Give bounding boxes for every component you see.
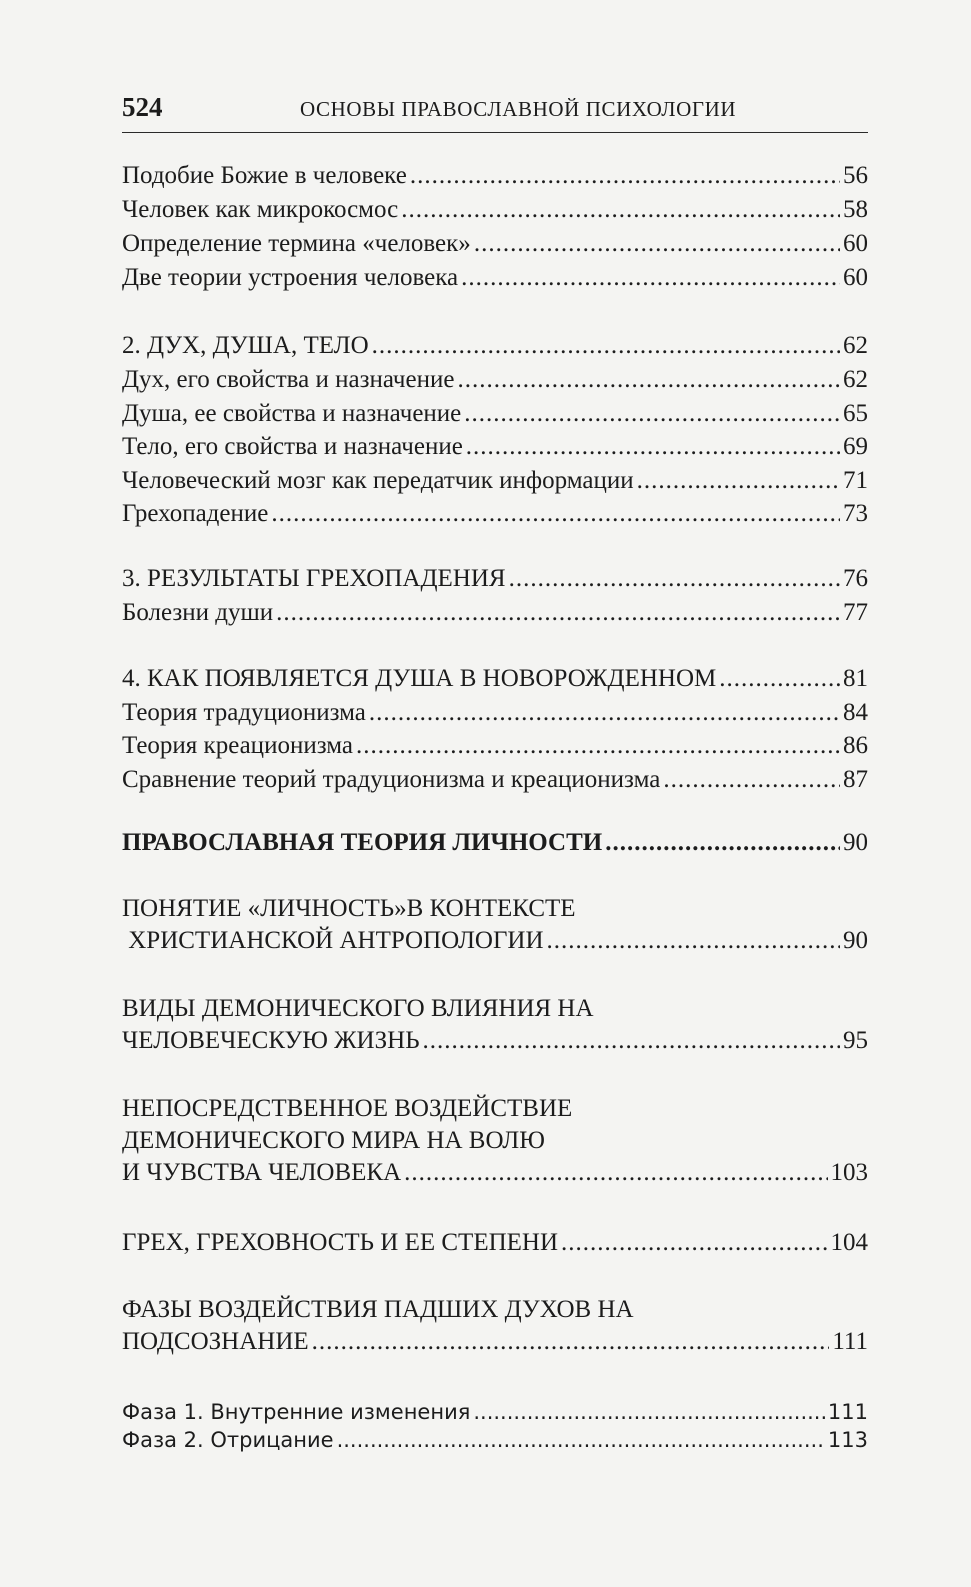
toc-entry-title-line: ВИДЫ ДЕМОНИЧЕСКОГО ВЛИЯНИЯ НА (122, 995, 594, 1022)
toc-entry-page: 62 (843, 332, 868, 359)
leader-dots (461, 262, 840, 294)
toc-entry-page: 87 (843, 766, 868, 793)
toc-entry-title-line: ДЕМОНИЧЕСКОГО МИРА НА ВОЛЮ (122, 1127, 545, 1154)
leader-dots (404, 1157, 827, 1189)
leader-dots (457, 364, 840, 396)
toc-entry (122, 1424, 868, 1456)
toc-section-heading (122, 663, 868, 695)
toc-entry-title: Дух, его свойства и назначение (122, 366, 455, 393)
toc-entry-title: Тело, его свойства и назначение (122, 433, 463, 460)
toc-entry-title: Фаза 1. Внутренние изменения (122, 1400, 471, 1424)
leader-dots (637, 465, 840, 497)
toc-entry-title: ЧЕЛОВЕЧЕСКУЮ ЖИЗНЬ (122, 1027, 420, 1054)
toc-entry (122, 465, 868, 497)
toc-chapter-entry (122, 893, 868, 957)
toc-entry-page: 71 (843, 467, 868, 494)
toc-entry-title: Грехопадение (122, 500, 269, 527)
leader-dots (401, 194, 840, 226)
leader-dots (547, 925, 840, 957)
leader-dots (356, 730, 840, 762)
leader-dots (423, 1025, 840, 1057)
toc-entry-title-line: ФАЗЫ ВОЗДЕЙСТВИЯ ПАДШИХ ДУХОВ НА (122, 1296, 634, 1323)
toc-entry-page: 65 (843, 400, 868, 427)
toc-chapter-entry (122, 1227, 868, 1259)
toc-entry (122, 697, 868, 729)
toc-entry (122, 764, 868, 796)
page-header (122, 92, 868, 133)
leader-dots (605, 827, 840, 859)
toc-entry-page: 60 (843, 264, 868, 291)
toc-entry-page: 81 (843, 665, 868, 692)
toc-entry-title: Фаза 2. Отрицание (122, 1428, 334, 1452)
toc-entry (122, 398, 868, 430)
toc-section-heading (122, 563, 868, 595)
toc-entry-page: 84 (843, 699, 868, 726)
toc-entry-page: 56 (843, 162, 868, 189)
toc-entry-page: 104 (830, 1229, 868, 1256)
toc-section-heading (122, 330, 868, 362)
toc-entry-page: 95 (843, 1027, 868, 1054)
leader-dots (276, 597, 840, 629)
toc-entry-page: 86 (843, 732, 868, 759)
toc-entry-page: 76 (843, 565, 868, 592)
toc-entry-title-line: ПОНЯТИЕ «ЛИЧНОСТЬ»В КОНТЕКСТЕ (122, 895, 576, 922)
toc-entry-title: Душа, ее свойства и назначение (122, 400, 462, 427)
toc-entry (122, 160, 868, 192)
toc-chapter-entry (122, 993, 868, 1057)
toc-entry-title: ХРИСТИАНСКОЙ АНТРОПОЛОГИИ (122, 927, 544, 954)
toc-entry-title: Сравнение теорий традуционизма и креационизма (122, 766, 661, 793)
leader-dots (663, 764, 840, 796)
toc-entry-title: 2. ДУХ, ДУША, ТЕЛО (122, 332, 369, 359)
page-number: 524 (122, 92, 163, 122)
running-title: ОСНОВЫ ПРАВОСЛАВНОЙ ПСИХОЛОГИИ (300, 97, 737, 121)
toc-entry-title: ГРЕХ, ГРЕХОВНОСТЬ И ЕЕ СТЕПЕНИ (122, 1229, 559, 1256)
toc-entry-title: Определение термина «человек» (122, 230, 471, 257)
toc-entry-title: Две теории устроения человека (122, 264, 459, 291)
toc-entry (122, 597, 868, 629)
leader-dots (410, 160, 840, 192)
toc-entry (122, 364, 868, 396)
toc-chapter-entry (122, 1093, 868, 1189)
leader-dots (337, 1424, 825, 1456)
toc-entry-page: 77 (843, 599, 868, 626)
toc-entry-title: И ЧУВСТВА ЧЕЛОВЕКА (122, 1159, 402, 1186)
toc-entry-title: 4. КАК ПОЯВЛЯЕТСЯ ДУША В НОВОРОЖДЕННОМ (122, 665, 717, 692)
toc-entry-title: ПРАВОСЛАВНАЯ ТЕОРИЯ ЛИЧНОСТИ (122, 829, 603, 856)
toc-entry-title: ПОДСОЗНАНИЕ (122, 1328, 309, 1355)
toc-entry-page: 111 (832, 1328, 868, 1355)
toc-entry-page: 62 (843, 366, 868, 393)
toc-entry (122, 730, 868, 762)
toc-entry-page: 60 (843, 230, 868, 257)
toc-entry-page: 58 (843, 196, 868, 223)
leader-dots (474, 228, 840, 260)
toc-entry-page: 69 (843, 433, 868, 460)
leader-dots (271, 498, 840, 530)
toc-entry (122, 194, 868, 226)
leader-dots (369, 697, 840, 729)
toc-entry-page: 90 (843, 927, 868, 954)
leader-dots (466, 431, 840, 463)
toc-part-heading (122, 827, 868, 859)
toc-entry (122, 262, 868, 294)
leader-dots (509, 563, 840, 595)
toc-entry-title: Теория креационизма (122, 732, 353, 759)
toc-entry-page: 103 (830, 1159, 868, 1186)
toc-entry-page: 113 (827, 1428, 868, 1452)
toc-entry-title: Болезни души (122, 599, 274, 626)
leader-dots (561, 1227, 827, 1259)
leader-dots (464, 398, 840, 430)
toc-entry-title: Подобие Божие в человеке (122, 162, 407, 189)
toc-entry-title: 3. РЕЗУЛЬТАТЫ ГРЕХОПАДЕНИЯ (122, 565, 506, 592)
toc-entry (122, 228, 868, 260)
toc-entry-page: 73 (843, 500, 868, 527)
leader-dots (719, 663, 840, 695)
toc-entry (122, 498, 868, 530)
toc-entry-title-line: НЕПОСРЕДСТВЕННОЕ ВОЗДЕЙСТВИЕ (122, 1095, 573, 1122)
toc-entry-page: 90 (843, 829, 868, 856)
toc-entry (122, 431, 868, 463)
toc-entry-title: Человеческий мозг как передатчик информации (122, 467, 634, 494)
toc-chapter-entry (122, 1294, 868, 1358)
leader-dots (312, 1326, 830, 1358)
toc-entry-title: Человек как микрокосмос (122, 196, 399, 223)
leader-dots (372, 330, 840, 362)
toc-entry-page: 111 (827, 1400, 868, 1424)
toc-entry-title: Теория традуционизма (122, 699, 366, 726)
